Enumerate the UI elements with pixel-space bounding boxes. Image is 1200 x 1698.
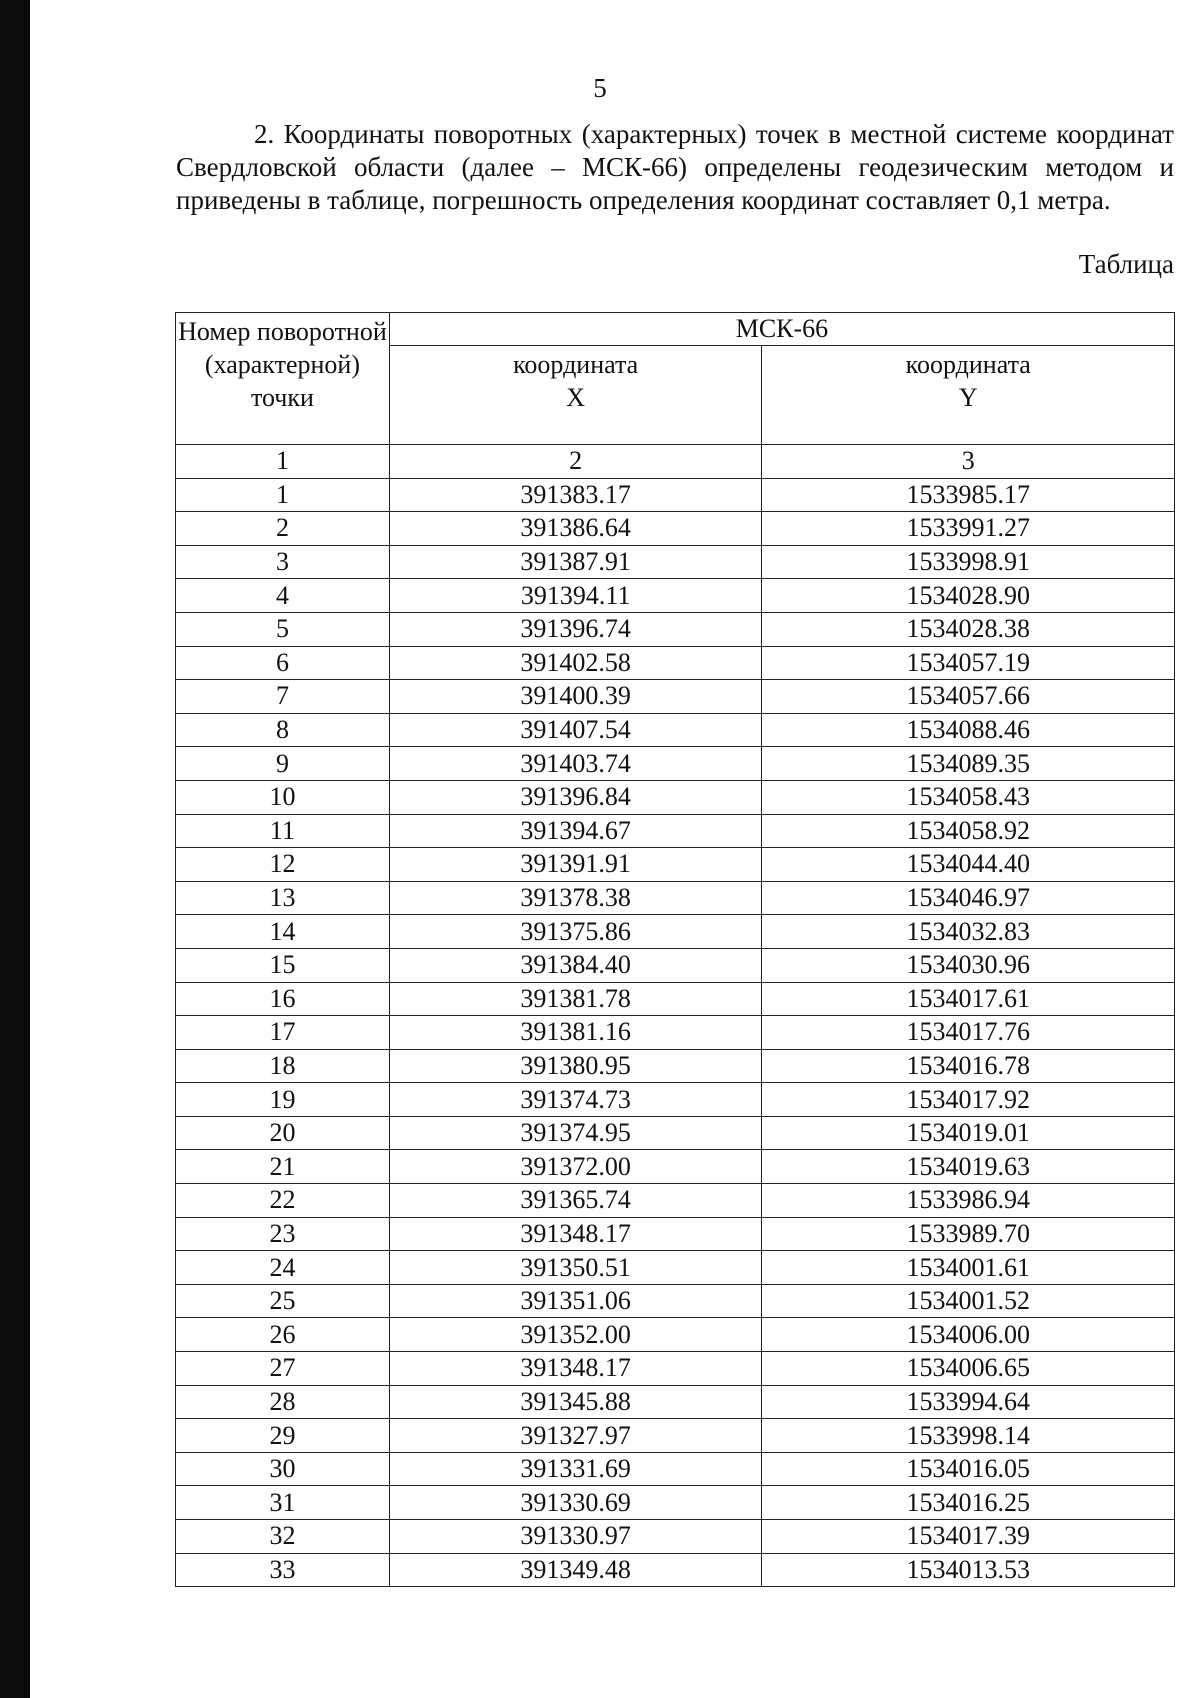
- header-y-label: координата: [905, 350, 1031, 379]
- table-caption: Таблица: [1078, 249, 1174, 279]
- table-row: [176, 848, 1175, 882]
- point-number-cell: 16: [176, 982, 390, 1016]
- table-row: [176, 1318, 1175, 1352]
- coordinate-y-cell: 1534044.40: [762, 848, 1175, 882]
- point-number-cell: 18: [176, 1049, 390, 1083]
- point-number-cell: 12: [176, 848, 390, 882]
- coordinate-y-cell: 1533989.70: [762, 1217, 1175, 1251]
- table-row: [176, 713, 1175, 747]
- coordinate-x-cell: 391403.74: [389, 747, 762, 781]
- table-row: [176, 1452, 1175, 1486]
- coordinate-x-cell: 391394.67: [389, 814, 762, 848]
- coordinate-y-cell: 1534046.97: [762, 881, 1175, 915]
- point-number-cell: 14: [176, 915, 390, 949]
- table-row: [176, 612, 1175, 646]
- table-row: [176, 646, 1175, 680]
- coordinate-y-cell: 1534089.35: [762, 747, 1175, 781]
- coordinate-x-cell: 391374.95: [389, 1116, 762, 1150]
- table-row: [176, 478, 1175, 512]
- table-row: [176, 948, 1175, 982]
- coordinate-x-cell: 391381.78: [389, 982, 762, 1016]
- table-row: [176, 1486, 1175, 1520]
- coordinate-x-cell: 391400.39: [389, 680, 762, 714]
- table-row: [176, 579, 1175, 613]
- coordinate-y-cell: 1534028.90: [762, 579, 1175, 613]
- table-row: [176, 915, 1175, 949]
- coordinate-y-cell: 1534030.96: [762, 948, 1175, 982]
- coordinate-x-cell: 391394.11: [389, 579, 762, 613]
- point-number-cell: 3: [176, 545, 390, 579]
- table-row: [176, 747, 1175, 781]
- point-number-cell: 2: [176, 512, 390, 546]
- coordinate-y-cell: 1534017.39: [762, 1520, 1175, 1554]
- coordinate-y-cell: 1534016.78: [762, 1049, 1175, 1083]
- coordinate-x-cell: 391374.73: [389, 1083, 762, 1117]
- table-row: [176, 1251, 1175, 1285]
- header-y: [762, 346, 1175, 445]
- coordinate-y-cell: 1534016.05: [762, 1452, 1175, 1486]
- point-number-cell: 19: [176, 1083, 390, 1117]
- coordinate-x-cell: 391396.84: [389, 780, 762, 814]
- coordinate-x-cell: 391365.74: [389, 1184, 762, 1218]
- coordinate-x-cell: 391383.17: [389, 478, 762, 512]
- point-number-cell: 4: [176, 579, 390, 613]
- point-number-cell: 29: [176, 1419, 390, 1453]
- header-coordinate-system: МСК-66: [389, 313, 1174, 346]
- body-paragraph: 2. Координаты поворотных (характерных) точек в местной системе координат Свердловской области (далее – МСК-66) определены геодезическим методом и приведены в таблице, погрешность определения координат составляет 0,1 метра.: [176, 119, 1174, 215]
- coordinate-y-cell: 1534017.92: [762, 1083, 1175, 1117]
- column-number-row: [176, 445, 1175, 479]
- coordinate-x-cell: 391348.17: [389, 1217, 762, 1251]
- point-number-cell: 17: [176, 1016, 390, 1050]
- coordinate-x-cell: 391327.97: [389, 1419, 762, 1453]
- header-x-axis: X: [566, 383, 586, 412]
- point-number-cell: 1: [176, 478, 390, 512]
- table-row: [176, 881, 1175, 915]
- coordinate-x-cell: 391352.00: [389, 1318, 762, 1352]
- point-number-cell: 7: [176, 680, 390, 714]
- coordinate-y-cell: 1534017.76: [762, 1016, 1175, 1050]
- table-row: [176, 680, 1175, 714]
- coordinate-y-cell: 1534006.00: [762, 1318, 1175, 1352]
- table-row: [176, 512, 1175, 546]
- point-number-cell: 25: [176, 1284, 390, 1318]
- coordinate-x-cell: 391345.88: [389, 1385, 762, 1419]
- table-row: [176, 545, 1175, 579]
- point-number-cell: 5: [176, 612, 390, 646]
- coordinate-y-cell: 1534013.53: [762, 1553, 1175, 1587]
- coordinate-x-cell: 391378.38: [389, 881, 762, 915]
- coordinate-y-cell: 1534019.01: [762, 1116, 1175, 1150]
- table-row: [176, 814, 1175, 848]
- coordinate-x-cell: 391391.91: [389, 848, 762, 882]
- point-number-cell: 27: [176, 1352, 390, 1386]
- column-number: 1: [176, 445, 390, 479]
- table-row: [176, 1419, 1175, 1453]
- point-number-cell: 21: [176, 1150, 390, 1184]
- coordinate-y-cell: 1534057.19: [762, 646, 1175, 680]
- point-number-cell: 11: [176, 814, 390, 848]
- coordinate-y-cell: 1533998.14: [762, 1419, 1175, 1453]
- point-number-cell: 9: [176, 747, 390, 781]
- header-x: [389, 346, 762, 445]
- coordinate-x-cell: 391402.58: [389, 646, 762, 680]
- point-number-cell: 8: [176, 713, 390, 747]
- coordinate-x-cell: 391348.17: [389, 1352, 762, 1386]
- point-number-cell: 32: [176, 1520, 390, 1554]
- coordinate-y-cell: 1533985.17: [762, 478, 1175, 512]
- header-point-number: Номер поворотной (характерной) точки: [176, 313, 390, 445]
- table-row: [176, 1116, 1175, 1150]
- table-row: [176, 982, 1175, 1016]
- table-row: [176, 1520, 1175, 1554]
- table-row: [176, 1083, 1175, 1117]
- point-number-cell: 23: [176, 1217, 390, 1251]
- point-number-cell: 6: [176, 646, 390, 680]
- coordinate-x-cell: 391330.69: [389, 1486, 762, 1520]
- coordinate-y-cell: 1534058.92: [762, 814, 1175, 848]
- scan-edge: [0, 0, 30, 1698]
- coordinate-y-cell: 1534001.52: [762, 1284, 1175, 1318]
- coordinate-x-cell: 391396.74: [389, 612, 762, 646]
- table-row: [176, 1284, 1175, 1318]
- table-row: [176, 1352, 1175, 1386]
- coordinate-y-cell: 1533986.94: [762, 1184, 1175, 1218]
- coordinate-y-cell: 1534058.43: [762, 780, 1175, 814]
- table-row: [176, 1049, 1175, 1083]
- point-number-cell: 24: [176, 1251, 390, 1285]
- point-number-cell: 26: [176, 1318, 390, 1352]
- table-body: [176, 478, 1175, 1587]
- coordinate-y-cell: 1534006.65: [762, 1352, 1175, 1386]
- coordinate-y-cell: 1534057.66: [762, 680, 1175, 714]
- point-number-cell: 22: [176, 1184, 390, 1218]
- coordinate-x-cell: 391384.40: [389, 948, 762, 982]
- page-number: 5: [593, 73, 607, 103]
- table-row: [176, 1217, 1175, 1251]
- coordinate-y-cell: 1533994.64: [762, 1385, 1175, 1419]
- coordinate-x-cell: 391375.86: [389, 915, 762, 949]
- header-y-axis: Y: [958, 383, 978, 412]
- coordinate-x-cell: 391386.64: [389, 512, 762, 546]
- point-number-cell: 30: [176, 1452, 390, 1486]
- table-row: [176, 1553, 1175, 1587]
- table-row: [176, 1385, 1175, 1419]
- coordinate-x-cell: 391330.97: [389, 1520, 762, 1554]
- table-row: [176, 1150, 1175, 1184]
- point-number-cell: 15: [176, 948, 390, 982]
- header-x-label: координата: [513, 350, 639, 379]
- coordinate-y-cell: 1534017.61: [762, 982, 1175, 1016]
- point-number-cell: 28: [176, 1385, 390, 1419]
- table-row: [176, 1184, 1175, 1218]
- point-number-cell: 10: [176, 780, 390, 814]
- coordinate-y-cell: 1534028.38: [762, 612, 1175, 646]
- coordinate-y-cell: 1534016.25: [762, 1486, 1175, 1520]
- table-row: [176, 1016, 1175, 1050]
- coordinate-y-cell: 1534088.46: [762, 713, 1175, 747]
- coordinate-y-cell: 1534001.61: [762, 1251, 1175, 1285]
- column-number: 2: [389, 445, 762, 479]
- coordinate-x-cell: 391407.54: [389, 713, 762, 747]
- coordinate-x-cell: 391331.69: [389, 1452, 762, 1486]
- point-number-cell: 20: [176, 1116, 390, 1150]
- coordinates-table: [175, 312, 1175, 1587]
- table-row: [176, 780, 1175, 814]
- point-number-cell: 13: [176, 881, 390, 915]
- coordinate-x-cell: 391349.48: [389, 1553, 762, 1587]
- coordinate-x-cell: 391380.95: [389, 1049, 762, 1083]
- coordinate-y-cell: 1533991.27: [762, 512, 1175, 546]
- coordinate-x-cell: 391350.51: [389, 1251, 762, 1285]
- coordinate-x-cell: 391381.16: [389, 1016, 762, 1050]
- coordinate-y-cell: 1534019.63: [762, 1150, 1175, 1184]
- coordinate-x-cell: 391372.00: [389, 1150, 762, 1184]
- coordinate-x-cell: 391351.06: [389, 1284, 762, 1318]
- point-number-cell: 31: [176, 1486, 390, 1520]
- coordinate-y-cell: 1533998.91: [762, 545, 1175, 579]
- coordinate-y-cell: 1534032.83: [762, 915, 1175, 949]
- coordinate-x-cell: 391387.91: [389, 545, 762, 579]
- column-number: 3: [762, 445, 1175, 479]
- point-number-cell: 33: [176, 1553, 390, 1587]
